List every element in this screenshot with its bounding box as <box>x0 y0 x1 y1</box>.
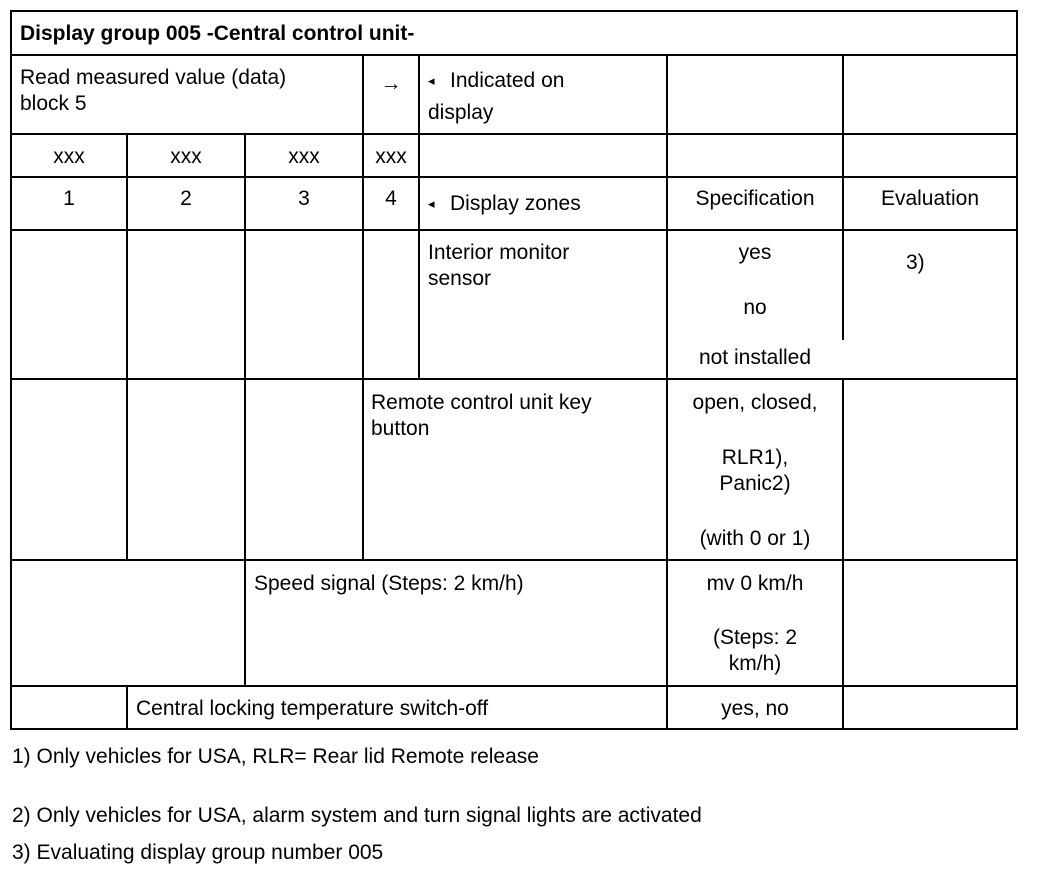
specification-header: Specification <box>695 187 815 210</box>
xxx-cell-4: xxx <box>375 145 407 168</box>
row2-spec-1: open, closed, <box>692 391 818 414</box>
row2-spec-4: (with 0 or 1) <box>699 527 811 550</box>
footnote-3: 3) Evaluating display group number 005 <box>12 841 384 864</box>
footnote-2: 2) Only vehicles for USA, alarm system and turn signal lights are activated <box>12 804 702 827</box>
display-zones-label: Display zones <box>450 192 581 215</box>
zone-number-1: 1 <box>63 187 75 210</box>
row2-name-line2: button <box>371 417 430 440</box>
row1-spec-3: not installed <box>698 346 812 369</box>
xxx-cell-3: xxx <box>288 145 320 168</box>
row3-spec-1: mv 0 km/h <box>706 572 804 595</box>
row4-spec: yes, no <box>721 697 789 720</box>
arrow-right-icon: → <box>380 72 402 95</box>
evaluation-header: Evaluation <box>880 187 980 210</box>
triangle-left-icon: ◂ <box>428 73 435 88</box>
read-block-label-line1: Read measured value (data) <box>20 66 287 89</box>
indicated-label-line2: display <box>428 101 494 124</box>
xxx-cell-2: xxx <box>170 145 202 168</box>
read-block-label-line2: block 5 <box>20 92 87 115</box>
footnote-1: 1) Only vehicles for USA, RLR= Rear lid Remote release <box>12 745 539 768</box>
row3-name: Speed signal (Steps: 2 km/h) <box>254 572 524 595</box>
triangle-left-icon: ◂ <box>428 196 435 211</box>
row2-name-line1: Remote control unit key <box>371 391 592 414</box>
row1-name-line1: Interior monitor <box>428 241 570 264</box>
table-title: Display group 005 -Central control unit- <box>20 22 415 45</box>
row3-spec-2: (Steps: 2 <box>712 626 798 649</box>
row1-name-line2: sensor <box>428 267 492 290</box>
row1-spec-1: yes <box>738 241 772 264</box>
row2-spec-2: RLR1), <box>721 446 789 469</box>
row1-spec-2: no <box>743 296 767 319</box>
row1-evaluation: 3) <box>906 251 925 274</box>
zone-number-4: 4 <box>385 187 397 210</box>
indicated-label-line1: Indicated on <box>450 69 565 92</box>
row3-spec-3: km/h) <box>728 652 782 675</box>
xxx-cell-1: xxx <box>53 145 85 168</box>
row2-spec-3: Panic2) <box>719 472 791 495</box>
row4-name: Central locking temperature switch-off <box>136 697 489 720</box>
zone-number-2: 2 <box>180 187 192 210</box>
zone-number-3: 3 <box>298 187 310 210</box>
